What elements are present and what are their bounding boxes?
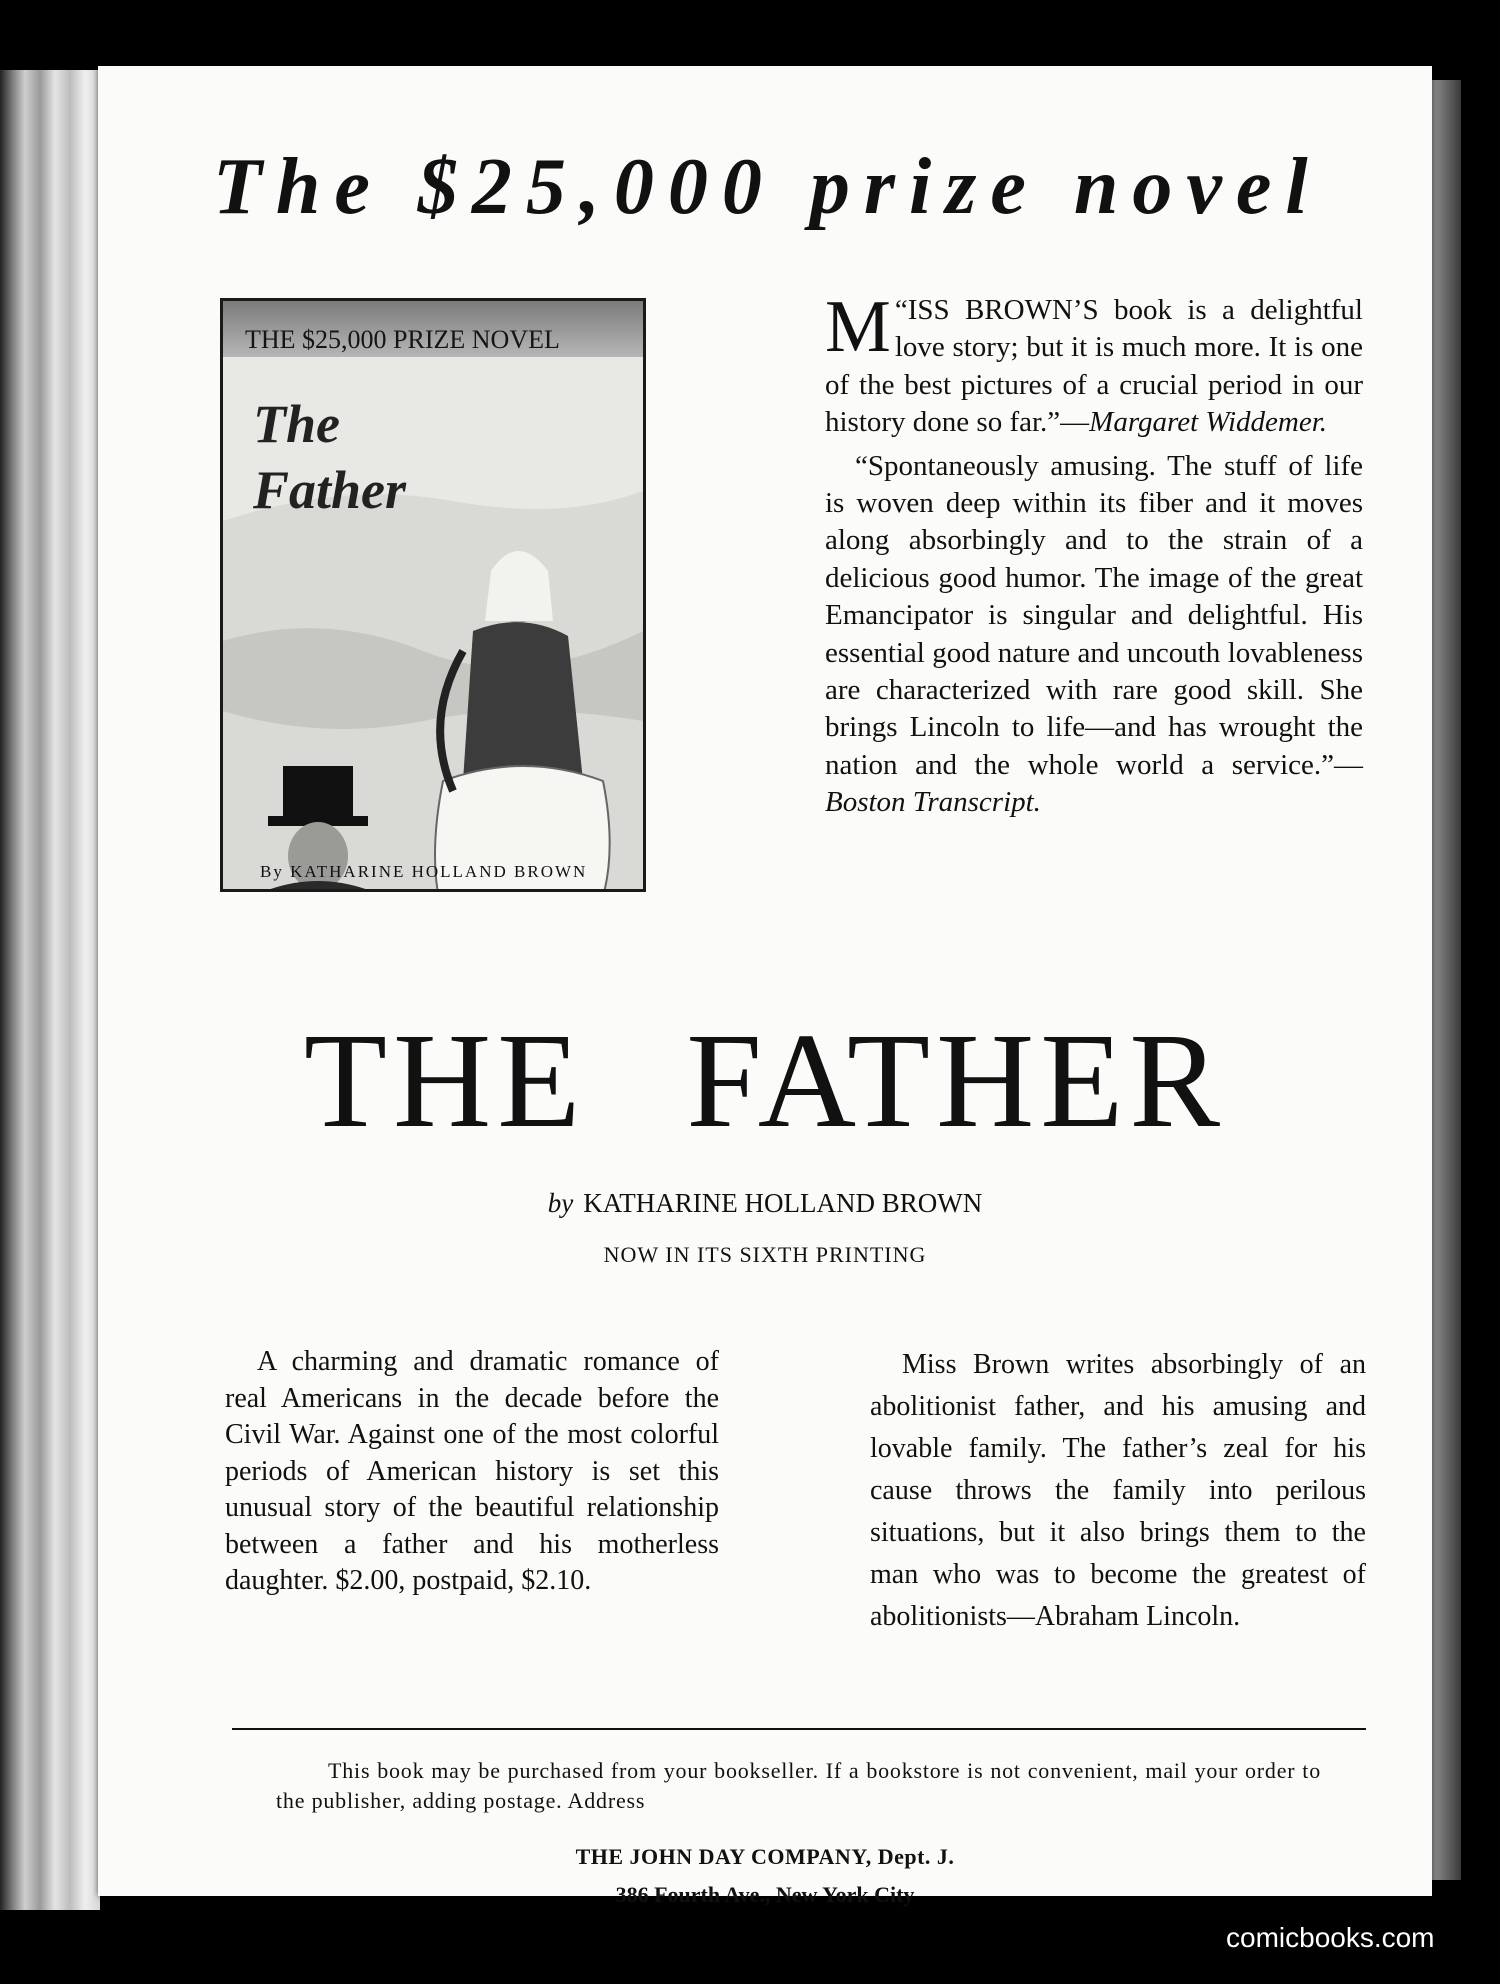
- quote-boston-transcript: [825, 448, 1363, 822]
- quote-text: “Spontaneously amusing. The stuff of life is woven deep within its fiber and it moves along absorbingly and to the strain of a delicious good humor. The image of the great Emancipator is singular and delightful. His essential good nature and uncouth lovableness are characterized with rare good skill. She brings Lincoln to life—and has wrought the nation and the whole world a service.”—: [825, 449, 1363, 781]
- quote-widdemer: [825, 286, 1363, 442]
- purchase-notice: This book may be purchased from your bookseller. If a bookstore is not convenient, mail your order to the publisher, adding postage. Address: [276, 1758, 1321, 1813]
- publisher-name: THE JOHN DAY COMPANY, Dept. J.: [575, 1844, 955, 1869]
- book-title: THE FATHER: [303, 1006, 1227, 1156]
- book-cover-image: [220, 298, 646, 892]
- byline: [98, 1188, 1432, 1219]
- site-watermark: comicbooks.com: [1226, 1922, 1435, 1953]
- magazine-page: [98, 66, 1432, 1907]
- printing-note: NOW IN ITS SIXTH PRINTING: [603, 1242, 927, 1267]
- headline: The $25,000 prize novel: [213, 143, 1322, 231]
- byline-by: by: [547, 1188, 574, 1218]
- description-right: Miss Brown writes absorbingly of an abolitionist father, and his amusing and lovable family. The father’s zeal for his cause throws the family into perilous situations, but it also brings them to the man who was to become the greatest of abolitionists—Abraham Lincoln.: [870, 1349, 1366, 1632]
- publisher-address: 386 Fourth Ave., New York City: [615, 1882, 915, 1907]
- author-name: KATHARINE HOLLAND BROWN: [583, 1188, 983, 1218]
- review-quotes: [825, 286, 1363, 822]
- cover-author: By KATHARINE HOLLAND BROWN: [260, 862, 588, 881]
- quote-attribution: Margaret Widdemer.: [1089, 406, 1328, 439]
- cover-illustration: [223, 461, 643, 892]
- description-left: A charming and dramatic romance of real Americans in the decade before the Civil War. Against one of the most colorful periods of American history is set this unusual story of the beautiful relationship between a father and his motherless daughter. $2.00, postpaid, $2.10.: [225, 1346, 719, 1596]
- cover-title: The Father: [253, 394, 407, 520]
- drop-cap: M: [825, 286, 891, 368]
- divider-rule: [232, 1728, 1366, 1730]
- quote-attribution: Boston Transcript.: [825, 786, 1041, 819]
- quote-text: ISS BROWN’S book is a delightful love story; but it is much more. It is one of the best pictures of a crucial period in our history done so far.”—: [825, 294, 1363, 439]
- cover-banner: THE $25,000 PRIZE NOVEL: [245, 325, 560, 354]
- open-quote: “: [894, 294, 908, 326]
- book-spine-left: [0, 70, 100, 1910]
